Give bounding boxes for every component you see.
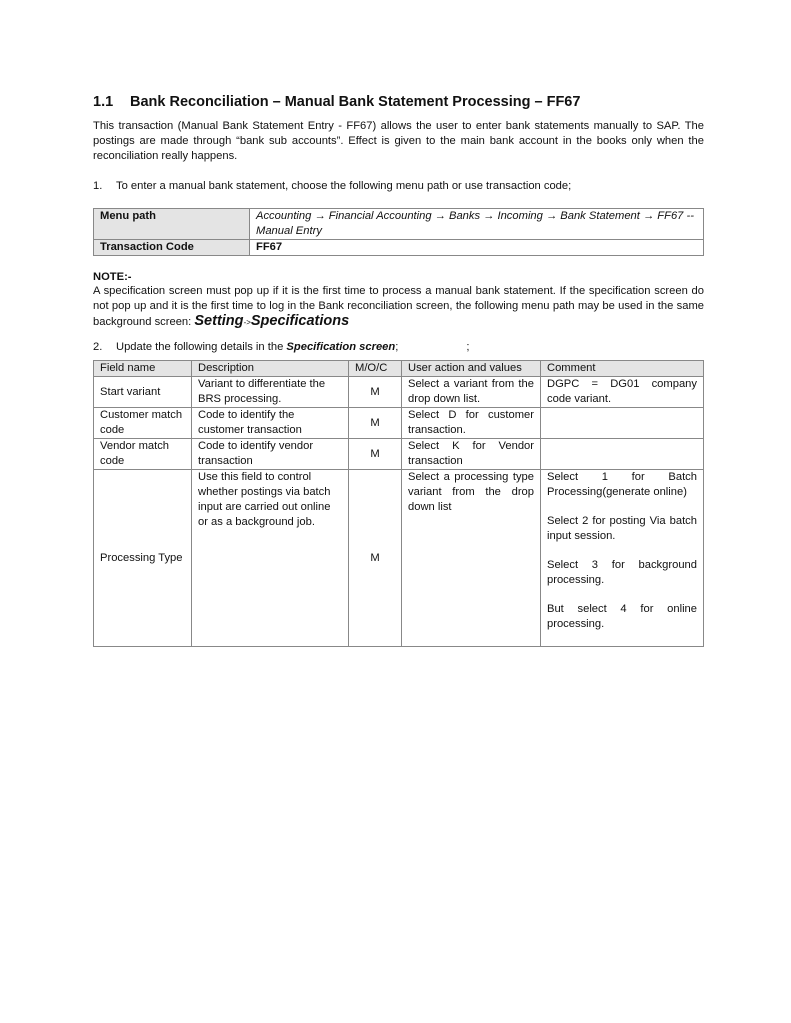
step-2-number: 2. bbox=[93, 341, 103, 353]
comment-line: Select 3 for background processing. bbox=[547, 559, 697, 586]
step-2 bbox=[93, 340, 704, 355]
cell-comment bbox=[541, 470, 704, 647]
transaction-code-label: Transaction Code bbox=[94, 240, 250, 256]
table-row bbox=[94, 240, 704, 256]
note-heading: NOTE:- bbox=[93, 271, 132, 283]
comment-line: Select 1 for Batch Processing(generate online) bbox=[547, 471, 697, 498]
cell-action: Select D for customer transaction. bbox=[402, 408, 541, 439]
specification-table bbox=[93, 360, 704, 647]
step-2-trailing: ; bbox=[466, 341, 470, 353]
table-row bbox=[94, 470, 704, 647]
section-heading bbox=[93, 92, 704, 112]
cell-moc: M bbox=[349, 377, 402, 408]
cell-description: Code to identify the customer transaction bbox=[192, 408, 349, 439]
cell-field: Start variant bbox=[94, 377, 192, 408]
cell-comment bbox=[541, 408, 704, 439]
note-path-arrow: -> bbox=[243, 318, 251, 327]
step-2-emphasis: Specification screen bbox=[286, 341, 396, 353]
cell-moc: M bbox=[349, 408, 402, 439]
table-row bbox=[94, 209, 704, 240]
table-row bbox=[94, 439, 704, 470]
step-2-semicolon: ; bbox=[395, 341, 399, 353]
table-header-row bbox=[94, 361, 704, 377]
header-comment: Comment bbox=[541, 361, 704, 377]
header-description: Description bbox=[192, 361, 349, 377]
cell-description: Use this field to control whether postings via batch input are carried out online or as a background job. bbox=[192, 470, 349, 647]
step-1 bbox=[93, 179, 704, 194]
cell-description: Code to identify vendor transaction bbox=[192, 439, 349, 470]
note-path-specifications: Specifications bbox=[250, 313, 350, 329]
menu-path-table bbox=[93, 208, 704, 256]
comment-line: But select 4 for online processing. bbox=[547, 603, 697, 630]
cell-moc: M bbox=[349, 439, 402, 470]
document-page bbox=[93, 92, 704, 647]
cell-action: Select a variant from the drop down list. bbox=[402, 377, 541, 408]
cell-comment bbox=[541, 439, 704, 470]
cell-action: Select K for Vendor transaction bbox=[402, 439, 541, 470]
transaction-code-value: FF67 bbox=[250, 240, 704, 256]
table-row bbox=[94, 408, 704, 439]
cell-moc: M bbox=[349, 470, 402, 647]
header-user-action: User action and values bbox=[402, 361, 541, 377]
cell-comment: DGPC = DG01 company code variant. bbox=[541, 377, 704, 408]
note-paragraph bbox=[93, 284, 704, 330]
cell-field: Vendor match code bbox=[94, 439, 192, 470]
table-row bbox=[94, 377, 704, 408]
menu-path-value: Accounting → Financial Accounting → Banks → Incoming → Bank Statement → FF67 -- Manual Entry bbox=[250, 209, 704, 240]
cell-field: Processing Type bbox=[94, 470, 192, 647]
step-1-number: 1. bbox=[93, 180, 103, 192]
cell-action: Select a processing type variant from the drop down list bbox=[402, 470, 541, 647]
section-title: Bank Reconciliation – Manual Bank Statement Processing – FF67 bbox=[130, 94, 581, 110]
header-field-name: Field name bbox=[94, 361, 192, 377]
step-1-text: To enter a manual bank statement, choose the following menu path or use transaction code; bbox=[116, 180, 572, 192]
cell-field: Customer match code bbox=[94, 408, 192, 439]
intro-paragraph: This transaction (Manual Bank Statement Entry - FF67) allows the user to enter bank statements manually to SAP. The postings are made through “bank sub accounts”. Effect is given to the main bank account in the books only when the reconciliation really happens. bbox=[93, 120, 704, 162]
note-path-setting: Setting bbox=[194, 313, 244, 329]
cell-description: Variant to differentiate the BRS processing. bbox=[192, 377, 349, 408]
header-moc: M/O/C bbox=[349, 361, 402, 377]
comment-line: Select 2 for posting Via batch input session. bbox=[547, 515, 697, 542]
menu-path-label: Menu path bbox=[94, 209, 250, 240]
step-2-text: Update the following details in the bbox=[116, 341, 284, 353]
note-text: A specification screen must pop up if it is the first time to process a manual bank statement. If the specification screen do not pop up and it is the first time to log in the Bank reconciliation screen, the following menu path may be used in the same background screen: bbox=[93, 285, 704, 328]
section-number: 1.1 bbox=[93, 94, 114, 110]
